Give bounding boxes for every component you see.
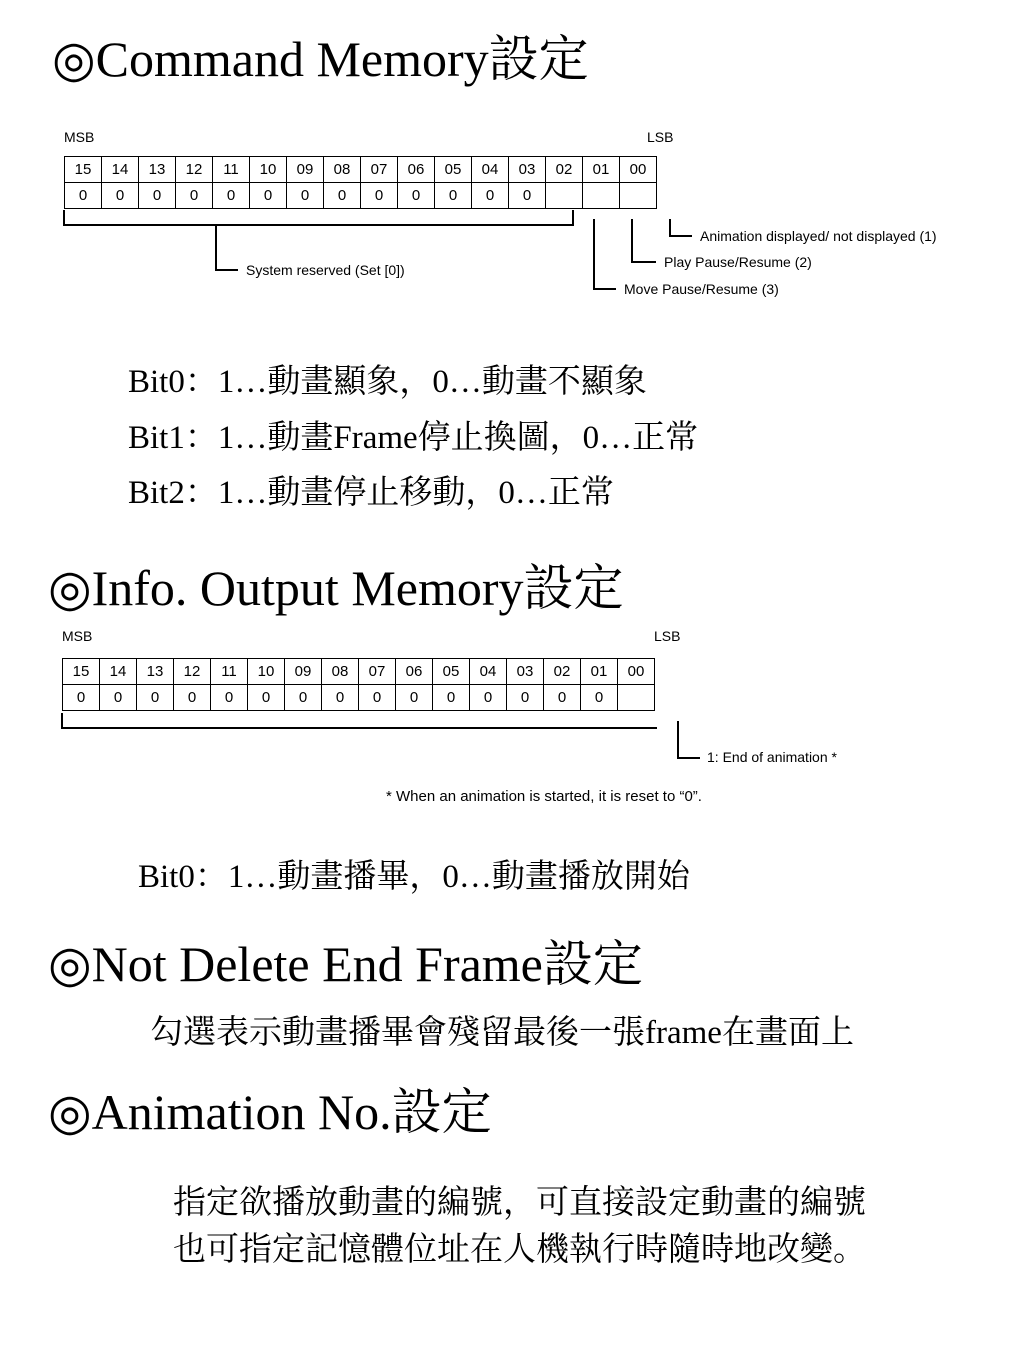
bit-value-cell: 0: [361, 183, 398, 209]
system-reserved-bracket: [64, 210, 573, 225]
bit-value-cell: 0: [509, 183, 546, 209]
bit-number-cell: 14: [100, 659, 137, 685]
bit2-leader: [594, 219, 616, 289]
system-reserved-leader: [216, 225, 238, 270]
bit-value-cell: 0: [211, 685, 248, 711]
bit-number-cell: 04: [472, 157, 509, 183]
bit-value-cell: 0: [396, 685, 433, 711]
section1-lsb-label: LSB: [647, 129, 674, 145]
bit-number-cell: 12: [174, 659, 211, 685]
bit2-annotation: Move Pause/Resume (3): [624, 281, 779, 297]
bit-value-cell: 0: [472, 183, 509, 209]
bit-value-cell: 0: [213, 183, 250, 209]
system-reserved-label: System reserved (Set [0]): [246, 262, 405, 278]
bit-number-cell: 02: [546, 157, 583, 183]
section4-heading: ◎Animation No.設定: [48, 1084, 492, 1140]
bit-value-cell: [618, 685, 655, 711]
bit-value-cell: 0: [435, 183, 472, 209]
bit-number-cell: 10: [248, 659, 285, 685]
bit-value-row: [63, 685, 655, 711]
bit-number-cell: 02: [544, 659, 581, 685]
section4-line-2: 也可指定記憶體位址在人機執行時隨時地改變。: [173, 1232, 866, 1268]
info-output-bit-table: [62, 658, 655, 711]
bit-value-cell: 0: [322, 685, 359, 711]
bit-value-cell: 0: [176, 183, 213, 209]
bit-value-cell: 0: [174, 685, 211, 711]
bit0-annotation: Animation displayed/ not displayed (1): [700, 228, 937, 244]
bit-value-cell: 0: [63, 685, 100, 711]
section1-msb-label: MSB: [64, 129, 95, 145]
bit-number-cell: 00: [618, 659, 655, 685]
section2-lsb-label: LSB: [654, 628, 681, 644]
bit1-description: Bit1：1…動畫Frame停止換圖，0…正常: [128, 420, 699, 456]
bit-number-cell: 08: [322, 659, 359, 685]
section4-line-1: 指定欲播放動畫的編號，可直接設定動畫的編號: [173, 1185, 866, 1221]
bit-number-row: [63, 659, 655, 685]
reset-footnote: * When an animation is started, it is reset to “0”.: [386, 788, 702, 805]
info-output-bracket: [62, 713, 657, 728]
bit-value-cell: 0: [287, 183, 324, 209]
bit-number-cell: 07: [361, 157, 398, 183]
bit-value-cell: 0: [65, 183, 102, 209]
section1-heading: ◎Command Memory設定: [52, 31, 589, 87]
bit-value-cell: 0: [324, 183, 361, 209]
section2-msb-label: MSB: [62, 628, 93, 644]
bit-number-cell: 10: [250, 157, 287, 183]
bit-value-cell: 0: [433, 685, 470, 711]
bit-number-cell: 13: [139, 157, 176, 183]
bit-value-cell: 0: [102, 183, 139, 209]
bit0-leader: [670, 219, 692, 236]
bit-number-cell: 13: [137, 659, 174, 685]
bit-number-cell: 03: [507, 659, 544, 685]
bit-number-cell: 11: [213, 157, 250, 183]
bit2-description: Bit2：1…動畫停止移動，0…正常: [128, 475, 614, 511]
bit-value-cell: 0: [507, 685, 544, 711]
section2-heading: ◎Info. Output Memory設定: [48, 560, 624, 616]
bit-number-cell: 04: [470, 659, 507, 685]
section3-description: 勾選表示動畫播畢會殘留最後一張frame在畫面上: [150, 1015, 854, 1051]
info-bit0-description: Bit0：1…動畫播畢，0…動畫播放開始: [138, 859, 690, 895]
bit-number-cell: 07: [359, 659, 396, 685]
bit-number-cell: 01: [583, 157, 620, 183]
bit-number-cell: 00: [620, 157, 657, 183]
bit-number-cell: 06: [396, 659, 433, 685]
bit-number-cell: 15: [63, 659, 100, 685]
end-of-animation-annotation: 1: End of animation *: [707, 749, 837, 765]
bit-number-cell: 03: [509, 157, 546, 183]
bit-number-cell: 05: [435, 157, 472, 183]
bit1-leader: [632, 219, 656, 262]
bit-number-cell: 11: [211, 659, 248, 685]
bit-value-cell: 0: [359, 685, 396, 711]
bit-number-cell: 08: [324, 157, 361, 183]
bit-value-cell: 0: [581, 685, 618, 711]
bit1-annotation: Play Pause/Resume (2): [664, 254, 812, 270]
bit-value-cell: 0: [470, 685, 507, 711]
end-of-animation-leader: [678, 721, 700, 758]
bit-value-cell: 0: [250, 183, 287, 209]
bit-number-cell: 06: [398, 157, 435, 183]
bit-number-cell: 14: [102, 157, 139, 183]
bit-number-cell: 01: [581, 659, 618, 685]
bit-value-cell: 0: [139, 183, 176, 209]
bit-number-cell: 09: [285, 659, 322, 685]
bit-value-cell: 0: [285, 685, 322, 711]
bit-value-cell: 0: [100, 685, 137, 711]
bit-value-cell: 0: [544, 685, 581, 711]
bit-number-cell: 12: [176, 157, 213, 183]
bit-value-cell: 0: [137, 685, 174, 711]
bit-number-cell: 15: [65, 157, 102, 183]
bit-value-cell: 0: [248, 685, 285, 711]
bit0-description: Bit0：1…動畫顯象，0…動畫不顯象: [128, 364, 647, 400]
bit-number-cell: 09: [287, 157, 324, 183]
bit-number-cell: 05: [433, 659, 470, 685]
bit-value-cell: 0: [398, 183, 435, 209]
section3-heading: ◎Not Delete End Frame設定: [48, 936, 643, 992]
